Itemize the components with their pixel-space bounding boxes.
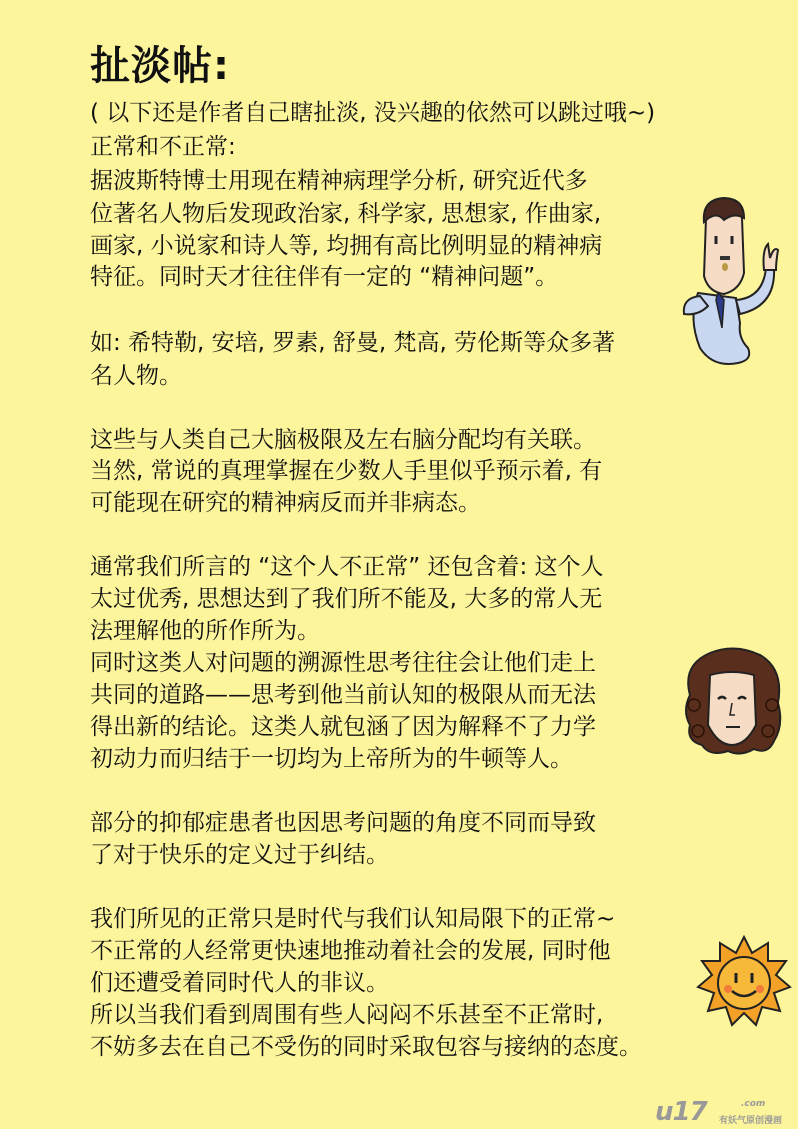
page-title: 扯淡帖: [90, 43, 230, 89]
text-line: 们还遭受着同时代人的非议。 [90, 970, 389, 996]
text-line: 部分的抑郁症患者也因思考问题的角度不同而导致 [90, 810, 596, 836]
u17-logo [655, 1097, 783, 1127]
text-line: 名人物。 [90, 363, 182, 389]
text-line: 共同的道路——思考到他当前认知的极限从而无法 [90, 682, 596, 708]
text-line: 太过优秀, 思想达到了我们所不能及, 大多的常人无 [90, 586, 603, 612]
newton-face-icon [680, 645, 786, 760]
text-line: 法理解他的所作所为。 [90, 618, 320, 644]
text-line: 通常我们所言的 “这个人不正常” 还包含着: 这个人 [90, 554, 604, 580]
text-line: 画家, 小说家和诗人等, 均拥有高比例明显的精神病 [90, 233, 603, 259]
text-line: 如: 希特勒, 安培, 罗素, 舒曼, 梵高, 劳伦斯等众多著 [90, 330, 616, 356]
text-line: 据波斯特博士用现在精神病理学分析, 研究近代多 [90, 168, 588, 194]
text-line: 不正常的人经常更快速地推动着社会的发展, 同时他 [90, 938, 611, 964]
text-line: 特征。同时天才往往伴有一定的 “精神问题”。 [90, 264, 559, 290]
text-line: ( 以下还是作者自己瞎扯淡, 没兴趣的依然可以跳过哦~) [90, 100, 656, 126]
text-line: 正常和不正常: [90, 134, 236, 160]
text-line: 这些与人类自己大脑极限及左右脑分配均有关联。 [90, 427, 596, 453]
text-line: 我们所见的正常只是时代与我们认知局限下的正常~ [90, 906, 616, 932]
logo-slogan: 有妖气原创漫画 [719, 1116, 783, 1126]
text-line: 同时这类人对问题的溯源性思考往往会让他们走上 [90, 650, 596, 676]
text-line: 初动力而归结于一切均为上帝所为的牛顿等人。 [90, 746, 573, 772]
logo-domain: .com [741, 1099, 766, 1109]
text-line: 所以当我们看到周围有些人闷闷不乐甚至不正常时, [90, 1002, 604, 1028]
logo-mark: u17 [655, 1097, 707, 1127]
text-line: 位著名人物后发现政治家, 科学家, 思想家, 作曲家, [90, 201, 602, 227]
text-line: 当然, 常说的真理掌握在少数人手里似乎预示着, 有 [90, 458, 603, 484]
text-line: 了对于快乐的定义过于纠结。 [90, 842, 389, 868]
text-line: 可能现在研究的精神病反而并非病态。 [90, 490, 481, 516]
pointing-man-icon [678, 188, 790, 373]
sun-face-icon [696, 935, 792, 1031]
text-line: 得出新的结论。这类人就包涵了因为解释不了力学 [90, 714, 596, 740]
text-line: 不妨多去在自己不受伤的同时采取包容与接纳的态度。 [90, 1034, 642, 1060]
